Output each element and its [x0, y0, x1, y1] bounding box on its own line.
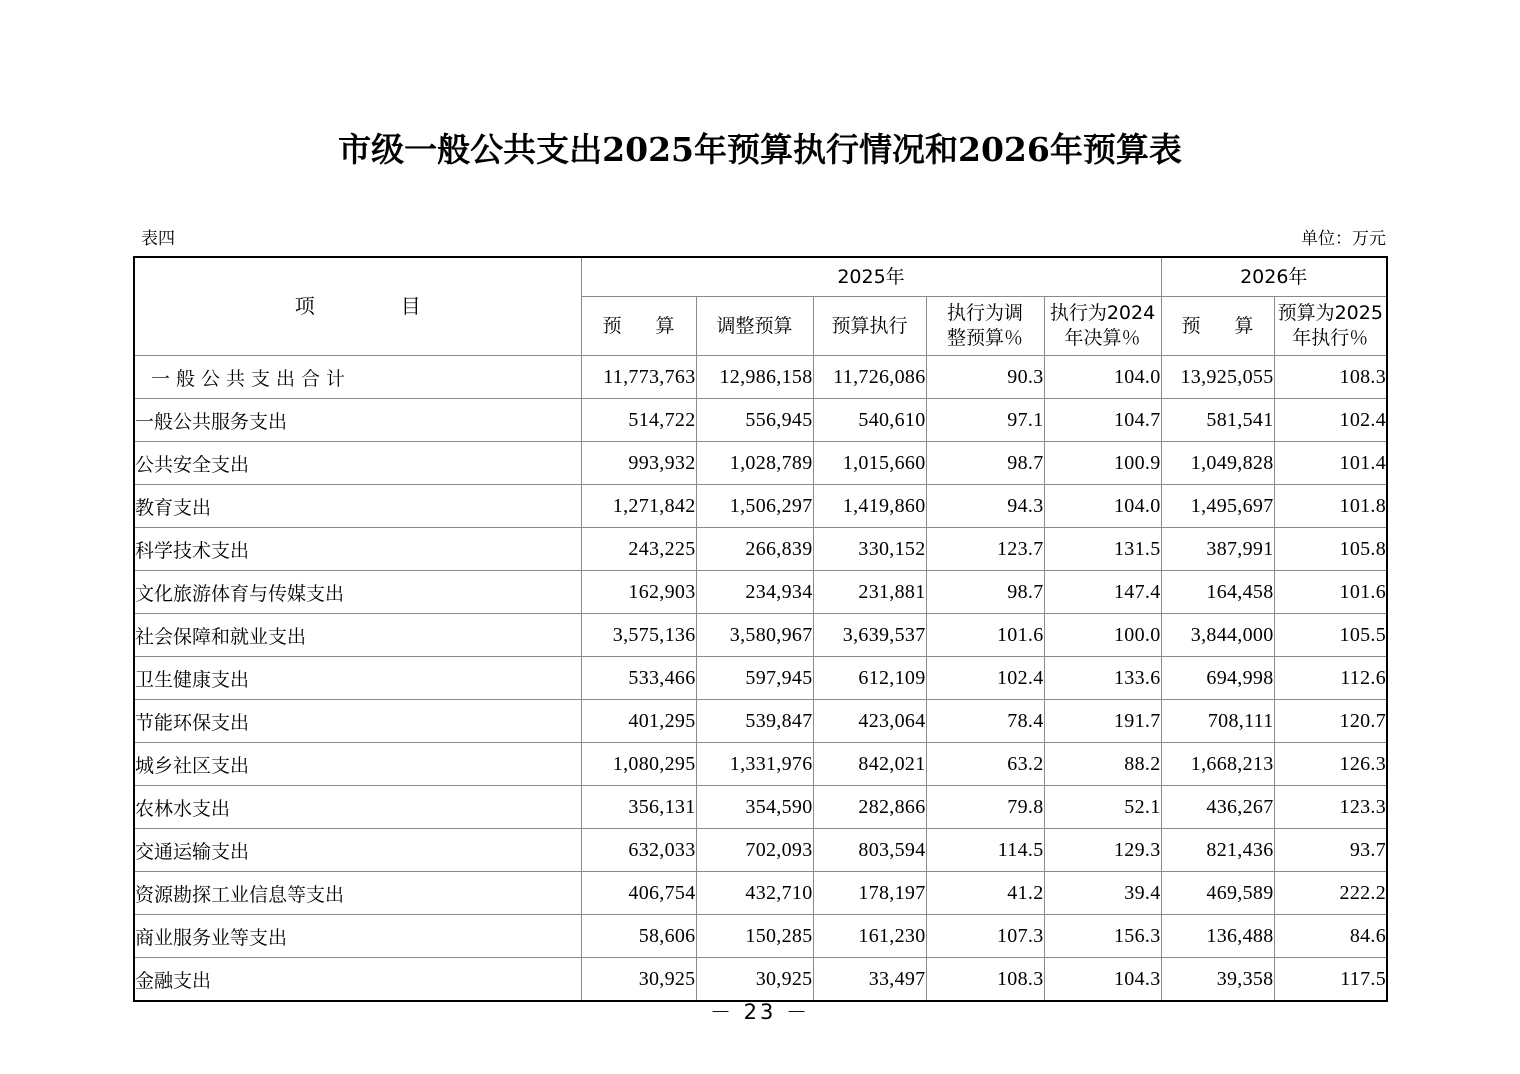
row-label: 交通运输支出	[134, 829, 581, 872]
cell-exec-vs-2024-final: 156.3	[1044, 915, 1161, 958]
row-label: 一般公共支出合计	[134, 356, 581, 399]
cell-adjusted-budget-2025: 354,590	[696, 786, 813, 829]
cell-budget-2026: 469,589	[1161, 872, 1274, 915]
cell-executed-2025: 330,152	[813, 528, 926, 571]
cell-exec-vs-adjusted: 94.3	[926, 485, 1044, 528]
header-row-groups	[134, 257, 1387, 297]
col-budget26-text-2: 算	[1234, 314, 1254, 337]
cell-budget-2026: 3,844,000	[1161, 614, 1274, 657]
col-budget-exec-line2: 年执行％	[1292, 327, 1369, 349]
cell-exec-vs-2024-final: 133.6	[1044, 657, 1161, 700]
column-header-budget-vs-2025-exec	[1274, 297, 1387, 356]
column-header-exec-vs-2024-final	[1044, 297, 1161, 356]
cell-budget-2026: 1,668,213	[1161, 743, 1274, 786]
cell-exec-vs-2024-final: 88.2	[1044, 743, 1161, 786]
cell-exec-vs-2024-final: 131.5	[1044, 528, 1161, 571]
cell-executed-2025: 540,610	[813, 399, 926, 442]
cell-executed-2025: 178,197	[813, 872, 926, 915]
cell-exec-vs-adjusted: 107.3	[926, 915, 1044, 958]
group-2026-label: 2026年	[1240, 265, 1308, 288]
cell-executed-2025: 231,881	[813, 571, 926, 614]
cell-exec-vs-2024-final: 104.7	[1044, 399, 1161, 442]
page-number: － 23 －	[709, 1000, 811, 1024]
cell-exec-vs-adjusted: 114.5	[926, 829, 1044, 872]
cell-budget-vs-2025-exec: 101.6	[1274, 571, 1387, 614]
table-row	[134, 571, 1387, 614]
table-label: 表四	[141, 229, 175, 249]
cell-executed-2025: 282,866	[813, 786, 926, 829]
cell-budget-2026: 708,111	[1161, 700, 1274, 743]
cell-executed-2025: 11,726,086	[813, 356, 926, 399]
cell-budget-2026: 164,458	[1161, 571, 1274, 614]
cell-adjusted-budget-2025: 1,028,789	[696, 442, 813, 485]
cell-budget-vs-2025-exec: 123.3	[1274, 786, 1387, 829]
cell-executed-2025: 1,419,860	[813, 485, 926, 528]
cell-budget-2025: 993,932	[581, 442, 696, 485]
table-row	[134, 356, 1387, 399]
page-title: 市级一般公共支出2025年预算执行情况和2026年预算表	[338, 130, 1182, 169]
cell-budget-2025: 58,606	[581, 915, 696, 958]
row-label: 教育支出	[134, 485, 581, 528]
cell-exec-vs-adjusted: 41.2	[926, 872, 1044, 915]
column-header-adjusted-budget-2025	[696, 297, 813, 356]
unit-note: 单位：万元	[1301, 229, 1386, 249]
cell-exec-vs-2024-final: 191.7	[1044, 700, 1161, 743]
row-label: 节能环保支出	[134, 700, 581, 743]
cell-budget-vs-2025-exec: 84.6	[1274, 915, 1387, 958]
cell-exec-vs-2024-final: 52.1	[1044, 786, 1161, 829]
col-exec-2024-line1: 执行为2024	[1049, 302, 1156, 324]
cell-executed-2025: 1,015,660	[813, 442, 926, 485]
cell-budget-2026: 1,495,697	[1161, 485, 1274, 528]
cell-exec-vs-adjusted: 78.4	[926, 700, 1044, 743]
col-budget-text-1: 预	[602, 314, 622, 337]
cell-budget-2025: 632,033	[581, 829, 696, 872]
cell-budget-2026: 821,436	[1161, 829, 1274, 872]
table-header	[134, 257, 1387, 356]
col-budget-exec-line1: 预算为2025	[1277, 302, 1383, 324]
col-exec-adj-line2: 整预算％	[946, 327, 1023, 349]
row-label: 卫生健康支出	[134, 657, 581, 700]
row-label: 城乡社区支出	[134, 743, 581, 786]
cell-exec-vs-adjusted: 98.7	[926, 442, 1044, 485]
cell-budget-2026: 387,991	[1161, 528, 1274, 571]
cell-budget-2026: 436,267	[1161, 786, 1274, 829]
cell-exec-vs-2024-final: 104.3	[1044, 958, 1161, 1002]
table-row	[134, 786, 1387, 829]
cell-exec-vs-adjusted: 98.7	[926, 571, 1044, 614]
cell-exec-vs-2024-final: 100.0	[1044, 614, 1161, 657]
cell-budget-2025: 406,754	[581, 872, 696, 915]
table-row	[134, 442, 1387, 485]
column-header-budget-2025	[581, 297, 696, 356]
cell-budget-vs-2025-exec: 112.6	[1274, 657, 1387, 700]
cell-exec-vs-2024-final: 100.9	[1044, 442, 1161, 485]
cell-exec-vs-2024-final: 129.3	[1044, 829, 1161, 872]
table-row	[134, 657, 1387, 700]
cell-budget-2025: 243,225	[581, 528, 696, 571]
cell-exec-vs-adjusted: 101.6	[926, 614, 1044, 657]
cell-budget-vs-2025-exec: 102.4	[1274, 399, 1387, 442]
item-header-text-2: 目	[400, 294, 421, 318]
cell-budget-2025: 3,575,136	[581, 614, 696, 657]
cell-exec-vs-2024-final: 104.0	[1044, 485, 1161, 528]
cell-executed-2025: 33,497	[813, 958, 926, 1002]
table-row	[134, 700, 1387, 743]
table-row	[134, 829, 1387, 872]
cell-adjusted-budget-2025: 556,945	[696, 399, 813, 442]
column-group-2026	[1161, 257, 1387, 297]
cell-budget-vs-2025-exec: 126.3	[1274, 743, 1387, 786]
col-exec-adj-line1: 执行为调	[946, 302, 1023, 324]
cell-exec-vs-2024-final: 39.4	[1044, 872, 1161, 915]
cell-executed-2025: 161,230	[813, 915, 926, 958]
cell-exec-vs-adjusted: 63.2	[926, 743, 1044, 786]
table-row	[134, 743, 1387, 786]
budget-table	[133, 256, 1388, 1002]
cell-budget-2025: 162,903	[581, 571, 696, 614]
table-row	[134, 872, 1387, 915]
cell-adjusted-budget-2025: 3,580,967	[696, 614, 813, 657]
cell-exec-vs-adjusted: 90.3	[926, 356, 1044, 399]
cell-adjusted-budget-2025: 539,847	[696, 700, 813, 743]
cell-adjusted-budget-2025: 702,093	[696, 829, 813, 872]
cell-budget-2026: 39,358	[1161, 958, 1274, 1002]
column-group-2025	[581, 257, 1161, 297]
column-header-executed-2025	[813, 297, 926, 356]
cell-budget-vs-2025-exec: 117.5	[1274, 958, 1387, 1002]
cell-exec-vs-2024-final: 147.4	[1044, 571, 1161, 614]
row-label: 公共安全支出	[134, 442, 581, 485]
row-label: 一般公共服务支出	[134, 399, 581, 442]
table-row	[134, 528, 1387, 571]
col-executed-text: 预算执行	[831, 314, 908, 337]
cell-budget-2025: 30,925	[581, 958, 696, 1002]
col-budget26-text-1: 预	[1181, 314, 1201, 337]
cell-budget-2026: 1,049,828	[1161, 442, 1274, 485]
table-body	[134, 356, 1387, 1002]
cell-budget-vs-2025-exec: 105.5	[1274, 614, 1387, 657]
row-label: 社会保障和就业支出	[134, 614, 581, 657]
table-row	[134, 915, 1387, 958]
cell-budget-2026: 136,488	[1161, 915, 1274, 958]
cell-adjusted-budget-2025: 150,285	[696, 915, 813, 958]
cell-budget-vs-2025-exec: 120.7	[1274, 700, 1387, 743]
col-budget-text-2: 算	[655, 314, 675, 337]
cell-budget-vs-2025-exec: 105.8	[1274, 528, 1387, 571]
cell-executed-2025: 803,594	[813, 829, 926, 872]
column-header-budget-2026	[1161, 297, 1274, 356]
table-row	[134, 485, 1387, 528]
cell-adjusted-budget-2025: 266,839	[696, 528, 813, 571]
cell-budget-2025: 356,131	[581, 786, 696, 829]
budget-table-wrapper	[133, 256, 1386, 1002]
table-row	[134, 399, 1387, 442]
cell-exec-vs-adjusted: 102.4	[926, 657, 1044, 700]
column-header-exec-vs-adjusted	[926, 297, 1044, 356]
group-2025-label: 2025年	[837, 265, 905, 288]
cell-budget-2025: 533,466	[581, 657, 696, 700]
row-label: 科学技术支出	[134, 528, 581, 571]
cell-budget-2025: 401,295	[581, 700, 696, 743]
row-label: 商业服务业等支出	[134, 915, 581, 958]
cell-budget-vs-2025-exec: 101.8	[1274, 485, 1387, 528]
cell-adjusted-budget-2025: 1,506,297	[696, 485, 813, 528]
cell-adjusted-budget-2025: 30,925	[696, 958, 813, 1002]
column-header-item	[134, 257, 581, 356]
cell-adjusted-budget-2025: 234,934	[696, 571, 813, 614]
cell-budget-vs-2025-exec: 108.3	[1274, 356, 1387, 399]
table-caption-row	[133, 226, 1386, 252]
table-row	[134, 958, 1387, 1002]
cell-exec-vs-adjusted: 123.7	[926, 528, 1044, 571]
cell-executed-2025: 612,109	[813, 657, 926, 700]
item-header-text-1: 项	[294, 294, 315, 318]
cell-exec-vs-adjusted: 108.3	[926, 958, 1044, 1002]
cell-budget-2025: 11,773,763	[581, 356, 696, 399]
row-label: 农林水支出	[134, 786, 581, 829]
cell-budget-2026: 694,998	[1161, 657, 1274, 700]
row-label: 金融支出	[134, 958, 581, 1002]
cell-budget-2025: 1,080,295	[581, 743, 696, 786]
cell-exec-vs-adjusted: 79.8	[926, 786, 1044, 829]
cell-adjusted-budget-2025: 597,945	[696, 657, 813, 700]
row-label: 文化旅游体育与传媒支出	[134, 571, 581, 614]
cell-adjusted-budget-2025: 1,331,976	[696, 743, 813, 786]
cell-budget-2025: 514,722	[581, 399, 696, 442]
cell-executed-2025: 842,021	[813, 743, 926, 786]
col-exec-2024-line2: 年决算％	[1064, 327, 1141, 349]
row-label: 资源勘探工业信息等支出	[134, 872, 581, 915]
cell-executed-2025: 3,639,537	[813, 614, 926, 657]
cell-executed-2025: 423,064	[813, 700, 926, 743]
cell-budget-vs-2025-exec: 93.7	[1274, 829, 1387, 872]
cell-exec-vs-2024-final: 104.0	[1044, 356, 1161, 399]
cell-budget-2025: 1,271,842	[581, 485, 696, 528]
cell-adjusted-budget-2025: 12,986,158	[696, 356, 813, 399]
cell-budget-2026: 581,541	[1161, 399, 1274, 442]
cell-budget-vs-2025-exec: 101.4	[1274, 442, 1387, 485]
cell-budget-vs-2025-exec: 222.2	[1274, 872, 1387, 915]
col-adjusted-text: 调整预算	[716, 314, 793, 337]
cell-budget-2026: 13,925,055	[1161, 356, 1274, 399]
table-row	[134, 614, 1387, 657]
cell-adjusted-budget-2025: 432,710	[696, 872, 813, 915]
cell-exec-vs-adjusted: 97.1	[926, 399, 1044, 442]
